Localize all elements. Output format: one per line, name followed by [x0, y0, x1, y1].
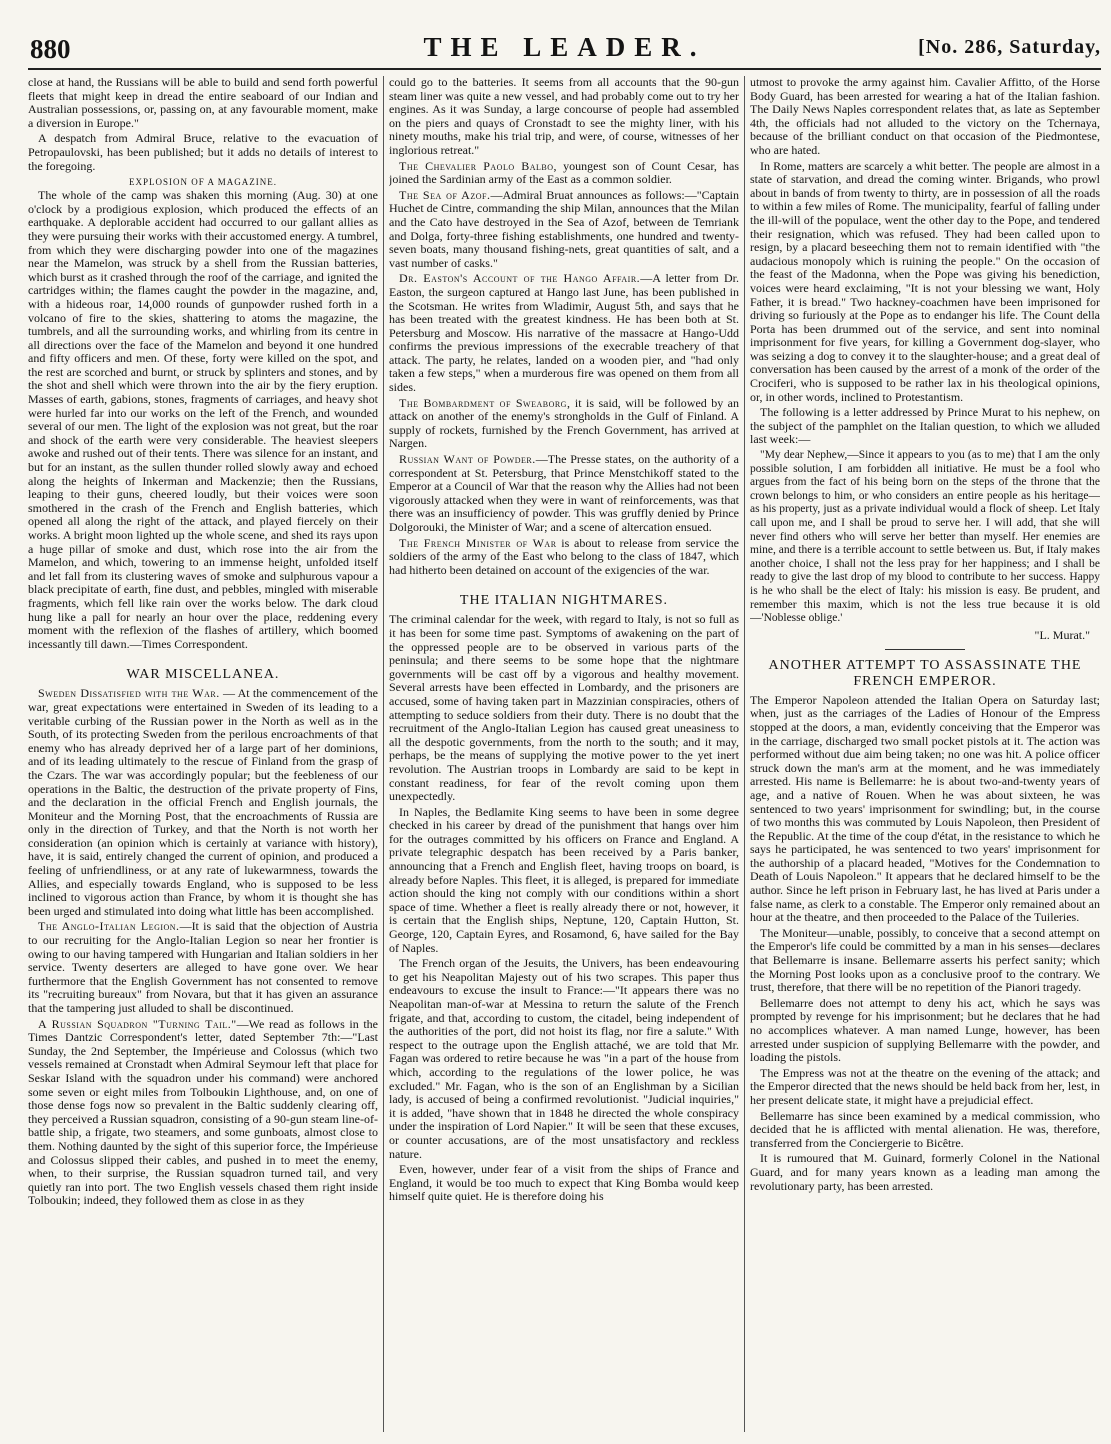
- paragraph: The French organ of the Jesuits, the Univers, has been endeavouring to get his Neapolitan Majesty out of his two scrapes. This paper thus endeavours to excuse the insult to France:—"It appears there was no Neapolitan man-of-war at Messina to return the salute of the French frigate, and that, according to custom, the citadel, being independent of the authorities of the port, did not hoist its flag, nor fire a salute." With respect to the outrage upon the English attaché, we are told that Mr. Fagan was ordered to retire because he was "in a part of the house from which, according to the regulations of the lower police, he was excluded." Mr. Fagan, who is the son of an Englishman by a Sicilian lady, is accused of being a confirmed revolutionist. "Judicial inquiries," it is added, "have shown that in 1848 he directed the whole conspiracy under the inspiration of Lord Napier." It will be seen that these excuses, or counter accusations, are of the most unsatisfactory and reckless nature.: [389, 956, 739, 1161]
- paragraph-text: —The Presse states, on the authority of a correspondent at St. Petersburg, that Prince Menstchikoff stated to the Emperor at a Council of War that the reason why the Allies had not been vigorously attacked when they were in want of reinforcements, was that there was an insufficiency of powder. This was gruffly denied by Prince Dolgorouki, the Minister of War; and a scene of altercation ensued.: [389, 452, 739, 534]
- paragraph: [389, 272, 739, 394]
- newspaper-title: THE LEADER.: [423, 32, 706, 62]
- paragraph-lead: A Russian Squadron "Turning Tail.": [38, 1016, 237, 1031]
- article-heading: THE ITALIAN NIGHTMARES.: [459, 593, 669, 609]
- paragraph: [389, 189, 739, 271]
- page-number: 880: [30, 34, 71, 64]
- paragraph: Bellemarre has since been examined by a medical commission, who decided that he is afflicted with mental alienation. He was, therefore, transferred from the Conciergerie to Bicêtre.: [750, 1108, 1100, 1150]
- paragraph: [389, 397, 739, 451]
- paragraph: [28, 1018, 378, 1208]
- column-1: [28, 76, 378, 1432]
- paragraph: The whole of the camp was shaken this morning (Aug. 30) at one o'clock by a prodigious explosion, which produced the effects of an earthquake. A deplorable accident had occurred to our gallant allies as they were pursuing their works with their accustomed energy. A tumbrel, from which they were discharging powder into one of the magazines near the Mamelon, was struck by a shell from the Russian batteries, which burst as it crashed through the roof of the carriage, and ignited the cartridges within; the flames caught the powder in the magazine, and, with a hideous roar, 14,000 rounds of gunpowder rushed forth in a volcano of fire to the skies, shattering to atoms the magazine, the tumbrels, and all the surrounding works, and whirling from its centre in all directions over the face of the Mamelon and beyond it one hundred and fifty officers and men. Of these, forty were killed on the spot, and the rest are scorched and burnt, or struck by splinters and stones, and by the shot and shell which were thrown into the air by the fiery eruption. Masses of earth, gabions, stones, fragments of carriages, and heavy shot were hurled far into our works on the left of the French, and wounded several of our men. The light of the explosion was not great, but the roar and shock of the earth were very considerable. The heaviest sleepers awoke and rushed out of their tents. There was silence for an instant, and but for an instant, as the sullen thunder rolled slowly away and echoed along the heights of Inkerman and Mackenzie; then the Russians, leaping to their guns, cheered loudly, but their voices were soon smothered in the crash of the French and English batteries, which opened all along the right of the attack, and played fiercely on their works. A bright moon lighted up the whole scene, and shed its rays upon a huge pillar of smoke and dust, which rose into the air from the Mamelon, and which, towering to an immense height, unfolded itself and let fall from its clustering waves of smoke and sulphurous vapour a black precipitate of earth, fine dust, and pebbles, mingled with miserable fragments, which fell like rain over the works below. The dark cloud hung like a pall for nearly an hour over the place, reddening every moment with the reflexion of the flashes of artillery, which boomed incessantly till dawn.—Times Correspondent.: [28, 188, 378, 651]
- paragraph-lead: The French Minister of War: [399, 535, 557, 550]
- paragraph: close at hand, the Russians will be able to build and send forth powerful fleets that might keep in dread the entire seaboard of our Indian and Australian possessions, or, passing on, at any favourable moment, make a diversion in Europe.": [28, 76, 378, 130]
- paragraph: [389, 160, 739, 187]
- paragraph-text: — At the commencement of the war, great expectations were entertained in Sweden of its leading to a veritable curbing of the Russian power in the North as well as in the South, of its protecting Sweden from the perilous encroachments of that enemy who has already deprived her of a large part of her dominions, and of its leading ultimately to the rescue of Finland from the grasp of the Czars. The war was accordingly popular; but the feebleness of our operations in the Baltic, the destruction of the private property of Fins, and the declaration in the official French and English journals, the Moniteur and the Morning Post, that the encroachments of Russia are only in the direction of Turkey, and that the North is not worth her consideration (an opinion which is certainly at variance with history), have, it is said, entirely changed the current of opinion, and produced a feeling of unfriendliness, or at any rate of lukewarmness, towards the Allies, and especially towards England, who is supposed to be less inclined to vigorous action than France, by whom it is thought she has been urged and stimulated into doing what little has been accomplished.: [28, 686, 378, 918]
- paragraph: [28, 687, 378, 918]
- paragraph-text: —We read as follows in the Times Dantzic Correspondent's letter, dated September 7th:—"Last Sunday, the 2nd September, the Impérieuse and Colossus (which two vessels remained at Cronstadt when Admiral Seymour left that place for Seskar Island with the squadron under his command) were anchored some seven or eight miles from Tolboukin Lighthouse, and, on one of those dense fogs now so prevalent in the Baltic suddenly clearing off, they perceived a Russian squadron, consisting of a 90-gun steam line-of-battle ship, a frigate, two steamers, and some gunboats, almost close to them. Nothing daunted by the sight of this superior force, the Impérieuse and Colossus slipped their cables, and pushed in to meet the enemy, when, to their surprise, the Russian squadron turned tail, and very quietly ran into port. The two English vessels chased them right inside Tolboukin; indeed, they followed them as close in as they: [28, 1016, 378, 1208]
- paragraph-text: is about to release from service the soldiers of the army of the East who belong to the class of 1847, which had hitherto been detained on account of the exigencies of the war.: [389, 535, 739, 577]
- article-heading: ANOTHER ATTEMPT TO ASSASSINATE THE FRENCH EMPEROR.: [768, 657, 1082, 689]
- letter-body: "My dear Nephew,—Since it appears to you (as to me) that I am the only possible solution, I am forbidden all initiative. He must be a fool who argues from the fact of his being born on the steps of the throne that the crown belongs to him, or who considers an entire people as his heritage—as his property, just as a private individual would a flock of sheep. Let Italy call upon me, and I shall be proud to serve her. I will add, that she will never find others who will serve her better than myself. Her enemies are mine, and there is a terrible account to settle between us. But, if Italy makes another choice, I shall not the less pray for her happiness; and I shall be ready to give the last drop of my blood to contribute to her success. Happy is he who shall be the elect of Italy: his mission is easy. Be prudent, and remember this maxim, which is not the less true because it is old—'Noblesse oblige.': [750, 449, 1100, 625]
- columns: [28, 76, 1101, 1432]
- subheading: EXPLOSION OF A MAGAZINE.: [128, 177, 277, 188]
- paragraph: utmost to provoke the army against him. Cavalier Affitto, of the Horse Body Guard, has been arrested for wearing a hat of the Italian fashion. The Daily News Naples correspondent relates that, as late as September 4th, the officials had not alluded to the victory on the Tchernaya, because of the brilliant conduct on that occasion of the Piedmontese, who are hated.: [750, 76, 1100, 157]
- paragraph-lead: The Sea of Azof.: [399, 187, 491, 202]
- paragraph: [389, 453, 739, 535]
- paragraph: [28, 920, 378, 1015]
- paragraph: In Rome, matters are scarcely a whit better. The people are almost in a state of starvation, and dread the coming winter. Brigands, who prowl about in bands of from twenty to thirty, are in possession of all the roads to within a few miles of Rome. The municipality, fearful of falling under the ill-will of the populace, went the other day to the Pope, and tendered their resignation, which was refused. They had been called upon to resign, by a placard beseeching them not to remain identified with "the audacious monopoly which is ruining the people." On the occasion of the feast of the Madonna, when the Pope was giving his benediction, voices were heard exclaiming, "It is not your blessing we want, Holy Father, it is bread." Two hackney-coachmen have been imprisoned for driving so furiously at the Pope as to endanger his life. The Count della Porta has been drummed out of the service, and sent into nominal imprisonment for five years, for killing a Government dog-slayer, who was seizing a dog to convey it to the slaughter-house; and a great deal of conversation has been caused by the arrest of a monk of the order of the Crociferi, who is supposed to be rather lax in his theological opinions, or, in other words, inclined to Protestantism.: [750, 158, 1100, 404]
- paragraph: The Moniteur—unable, possibly, to conceive that a second attempt on the Emperor's life could be committed by a man in his senses—declares that Bellemarre is insane. Bellemarre asserts his perfect sanity; which the Morning Post looks upon as a conclusive proof to the contrary. We trust, therefore, that there will be no repetition of the Pianori tragedy.: [750, 925, 1100, 995]
- letter: [750, 449, 1100, 626]
- paragraph: A despatch from Admiral Bruce, relative to the evacuation of Petropaulovski, has been published; but it adds no details of interest to the foregoing.: [28, 131, 378, 173]
- paragraph: The following is a letter addressed by Prince Murat to his nephew, on the subject of the pamphlet on the Italian question, to which we alluded last week:—: [750, 405, 1100, 447]
- masthead: [28, 28, 1101, 70]
- column-2: [389, 76, 739, 1432]
- paragraph-lead: The Bombardment of Sweaborg,: [399, 395, 571, 410]
- paragraph: could go to the batteries. It seems from all accounts that the 90-gun steam liner was quite a new vessel, and had probably come out to try her engines. As it was Sunday, a large concourse of people had assembled on the piers and quays of Cronstadt to see the mighty liner, with his ninety mouths, make his trial trip, and were, of course, witnesses of her inglorious retreat.": [389, 76, 739, 157]
- paragraph: The Emperor Napoleon attended the Italian Opera on Saturday last; when, just as the carriages of the Ladies of Honour of the Empress stopped at the doors, a man, evidently conceiving that the Emperor was in the carriage, discharged two small pocket pistols at it. The action was performed without due aim being taken; no one was hit. A police officer struck down the man's arm at the moment, and he was immediately arrested. His name is Bellemarre: he is about two-and-twenty years of age, and a native of Rouen. When he was about sixteen, he was sentenced to two years' imprisonment for swindling; but, in the course of two months this was commuted by Louis Napoleon, then President of the Republic. At the time of the coup d'état, in the resistance to which he says he participated, he was sentenced to two years' imprisonment for the authorship of a placard headed, "Motives for the Condemnation to Death of Louis Napoleon." It appears that he declared himself to be the author. Since he left prison in February last, he has lived at Paris under a false name, as clerk to a constable. The Emperor only remained about an hour at the theatre, and then proceeded to the Palace of the Tuileries.: [750, 692, 1100, 925]
- paragraph-lead: The Chevalier Paolo Balbo,: [399, 158, 558, 173]
- column-3: [750, 76, 1100, 1432]
- paragraph: It is rumoured that M. Guinard, formerly Colonel in the National Guard, and for many years known as a leading man among the revolutionary party, has been arrested.: [750, 1151, 1100, 1193]
- paragraph: Even, however, under fear of a visit from the ships of France and England, it would be too much to expect that King Bomba would keep himself quite quiet. He is therefore doing his: [389, 1162, 739, 1204]
- article-heading: WAR MISCELLANEA.: [126, 667, 280, 683]
- paragraph: [389, 537, 739, 578]
- paragraph-lead: The Anglo-Italian Legion.: [38, 919, 180, 934]
- paragraph: The Empress was not at the theatre on the evening of the attack; and the Emperor directed that the news should be held back from her, lest, in her present delicate state, it might have a prejudicial effect.: [750, 1065, 1100, 1107]
- issue-info: [No. 286, Saturday,: [918, 36, 1101, 58]
- paragraph-text: —It is said that the objection of Austria to our recruiting for the Anglo-Italian Legion so near her frontier is owing to our having tampered with Hungarian and Italian soldiers in her service. Twenty deserters are alleged to have gone over. We hear furthermore that the English Government has not consented to remove its "recruiting bureaux" from Novara, but that it has given an assurance that the tampering just alluded to shall be discontinued.: [28, 919, 378, 1015]
- section-rule: [885, 649, 965, 650]
- column-divider: [744, 76, 745, 1432]
- column-divider: [383, 76, 384, 1432]
- paragraph-text: youngest son of Count Cesar, has joined the Sardinian army of the East as a common soldier.: [389, 158, 739, 187]
- paragraph-text: it is said, will be followed by an attack on another of the enemy's strongholds in the Gulf of Finland. A supply of rockets, furnished by the French Government, has arrived at Nargen.: [389, 395, 739, 451]
- paragraph-lead: Russian Want of Powder.: [399, 452, 536, 467]
- paragraph-lead: Sweden Dissatisfied with the War.: [38, 686, 220, 701]
- paragraph-text: —A letter from Dr. Easton, the surgeon captured at Hango last June, has been published in the Scotsman. He writes from Wladimir, August 5th, and says that he has been treated with the greatest kindness. He has been both at St. Petersburg and Moscow. His narrative of the massacre at Hango-Udd confirms the previous impressions of the execrable treachery of that attack. The party, he relates, landed on a wooden pier, and "had only taken a few steps," when a murderous fire was opened on them from all sides.: [389, 271, 739, 395]
- paragraph: Bellemarre does not attempt to deny his act, which he says was prompted by revenge for his imprisonment; but he declares that he had no accomplices whatever. A man named Lunge, however, has been arrested under suspicion of supplying Bellemarre with the powder, and loading the pistols.: [750, 995, 1100, 1065]
- paragraph: The criminal calendar for the week, with regard to Italy, is not so full as it has been for some time past. Symptoms of awakening on the part of the oppressed people are to be observed in various parts of the peninsula; and there seems to be some hope that the nightmare governments will be cast off by a vigorous and healthy movement. Several arrests have been effected in Lombardy, and the prisoners are accused, some of having taken part in Mazzinian conspiracies, others of attempting to seduce soldiers from their duty. There is no doubt that the recruitment of the Anglo-Italian Legion has caused great uneasiness to all the despotic governments, from the north to the south; and it may, perhaps, be the means of supplying the motive power to the yet inert revolution. The Austrian troops in Lombardy are said to be kept in constant readiness, for fear of the revolt coming upon them unexpectedly.: [389, 612, 739, 804]
- paragraph-lead: Dr. Easton's Account of the Hango Affair.: [399, 271, 641, 286]
- paragraph-text: —Admiral Bruat announces as follows:—"Captain Huchet de Cintre, commanding the ship Milan, announces that the Milan and the Cato have destroyed in the Sea of Azof, between de Temriank and Dolga, forty-three fishing establishments, one hundred and twenty-seven boats, many thousand fishing-nets, great quantities of salt, and a vast number of casks.": [389, 187, 739, 270]
- paragraph: In Naples, the Bedlamite King seems to have been in some degree checked in his career by dread of the punishment that hangs over him for the outrages committed by his officers on France and England. A private telegraphic despatch has been received by a Paris banker, announcing that a French and English fleet, having troops on board, is already before Naples. This fleet, it is alleged, is prepared for immediate action should the king not comply with our conditions within a short space of time. Whether a fleet is really already there or not, however, it is certain that the English ships, Neptune, 120, Captain Hutton, St. George, 120, Captain Eyres, and Rosamond, 6, have sailed for the Bay of Naples.: [389, 804, 739, 955]
- letter-signature: "L. Murat.": [1034, 627, 1090, 642]
